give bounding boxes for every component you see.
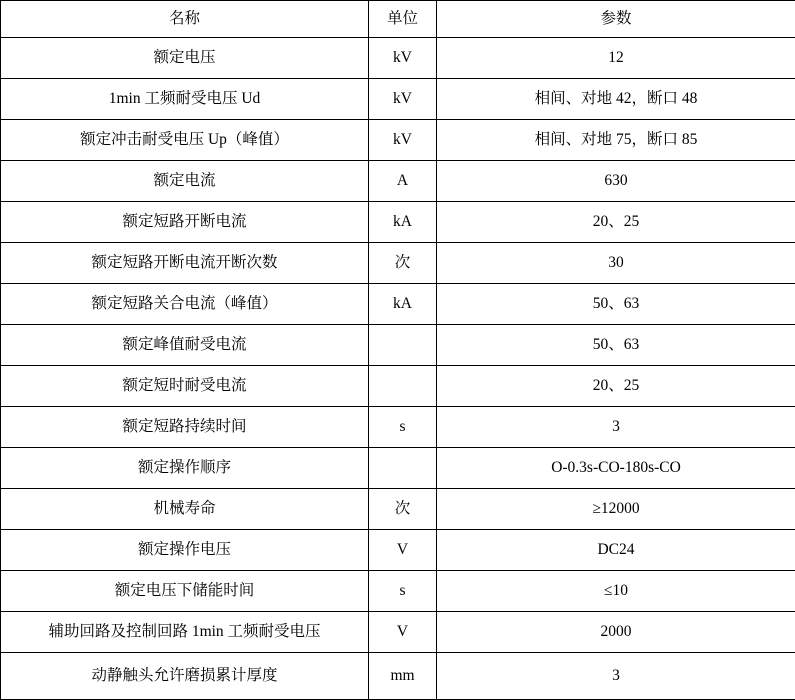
table-row bbox=[1, 79, 795, 120]
row-name: 额定电流 bbox=[1, 161, 369, 202]
row-name: 额定电压 bbox=[1, 38, 369, 79]
row-param: 相间、对地 42，断口 48 bbox=[437, 79, 795, 120]
table-header-row bbox=[1, 1, 795, 38]
row-name: 额定冲击耐受电压 Up（峰值） bbox=[1, 120, 369, 161]
row-param: 3 bbox=[437, 407, 795, 448]
row-unit: V bbox=[369, 612, 437, 653]
row-param: 12 bbox=[437, 38, 795, 79]
row-unit: A bbox=[369, 161, 437, 202]
row-name: 额定电压下储能时间 bbox=[1, 571, 369, 612]
column-header-param: 参数 bbox=[437, 1, 795, 38]
row-param: 相间、对地 75，断口 85 bbox=[437, 120, 795, 161]
row-unit bbox=[369, 448, 437, 489]
row-unit: s bbox=[369, 571, 437, 612]
table-row bbox=[1, 120, 795, 161]
row-unit: 次 bbox=[369, 243, 437, 284]
row-param: ≥12000 bbox=[437, 489, 795, 530]
column-header-unit: 单位 bbox=[369, 1, 437, 38]
row-name: 额定短路关合电流（峰值） bbox=[1, 284, 369, 325]
row-param: 20、25 bbox=[437, 366, 795, 407]
row-name: 额定短路开断电流开断次数 bbox=[1, 243, 369, 284]
table-row bbox=[1, 243, 795, 284]
row-unit bbox=[369, 325, 437, 366]
table-row bbox=[1, 366, 795, 407]
table-row bbox=[1, 489, 795, 530]
table-row bbox=[1, 325, 795, 366]
table-row bbox=[1, 161, 795, 202]
row-param: 20、25 bbox=[437, 202, 795, 243]
row-unit: kA bbox=[369, 284, 437, 325]
row-unit bbox=[369, 366, 437, 407]
row-unit: kV bbox=[369, 38, 437, 79]
row-param: DC24 bbox=[437, 530, 795, 571]
row-param: 30 bbox=[437, 243, 795, 284]
row-unit: V bbox=[369, 530, 437, 571]
row-param: 2000 bbox=[437, 612, 795, 653]
row-name: 动静触头允许磨损累计厚度 bbox=[1, 653, 369, 700]
row-unit: kV bbox=[369, 79, 437, 120]
row-name: 额定峰值耐受电流 bbox=[1, 325, 369, 366]
table-row bbox=[1, 202, 795, 243]
row-name: 额定短时耐受电流 bbox=[1, 366, 369, 407]
table-row bbox=[1, 530, 795, 571]
row-name: 额定短路持续时间 bbox=[1, 407, 369, 448]
row-name: 机械寿命 bbox=[1, 489, 369, 530]
row-name: 额定操作顺序 bbox=[1, 448, 369, 489]
row-param: 3 bbox=[437, 653, 795, 700]
table-row bbox=[1, 284, 795, 325]
row-param: ≤10 bbox=[437, 571, 795, 612]
table-row bbox=[1, 653, 795, 700]
row-name: 额定短路开断电流 bbox=[1, 202, 369, 243]
row-param: 50、63 bbox=[437, 284, 795, 325]
row-unit: kA bbox=[369, 202, 437, 243]
row-unit: 次 bbox=[369, 489, 437, 530]
table-row bbox=[1, 571, 795, 612]
row-unit: kV bbox=[369, 120, 437, 161]
row-unit: s bbox=[369, 407, 437, 448]
row-param: 50、63 bbox=[437, 325, 795, 366]
row-param: 630 bbox=[437, 161, 795, 202]
table-row bbox=[1, 448, 795, 489]
row-name: 辅助回路及控制回路 1min 工频耐受电压 bbox=[1, 612, 369, 653]
table-row bbox=[1, 38, 795, 79]
row-param: O-0.3s-CO-180s-CO bbox=[437, 448, 795, 489]
column-header-name: 名称 bbox=[1, 1, 369, 38]
row-name: 额定操作电压 bbox=[1, 530, 369, 571]
table-row bbox=[1, 612, 795, 653]
row-unit: mm bbox=[369, 653, 437, 700]
row-name: 1min 工频耐受电压 Ud bbox=[1, 79, 369, 120]
table-row bbox=[1, 407, 795, 448]
